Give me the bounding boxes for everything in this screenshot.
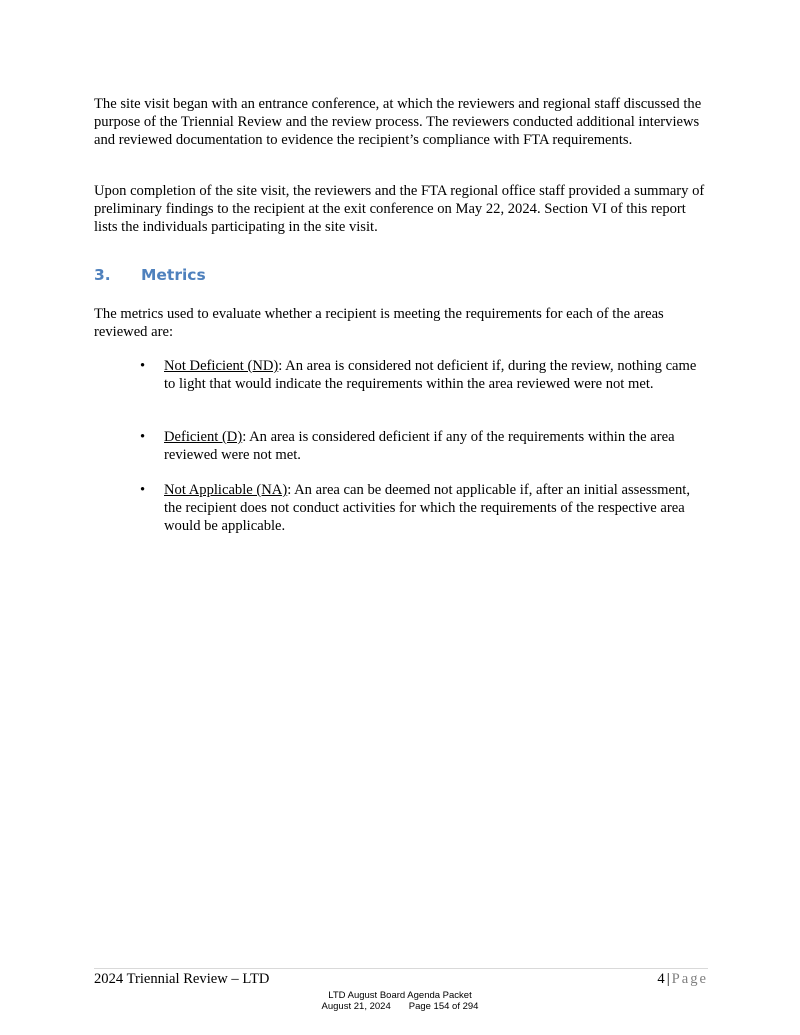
section-title: Metrics <box>141 266 206 284</box>
bullet-icon: • <box>140 429 146 445</box>
section-intro: The metrics used to evaluate whether a recipient is meeting the requirements for each of the areas reviewed are: <box>94 306 664 341</box>
bullet-icon: • <box>140 482 146 498</box>
footer-page-indicator <box>657 971 708 988</box>
metric-definition: : An area is considered deficient if any of the requirements within the area reviewed were not met. <box>164 429 675 464</box>
metric-term: Deficient (D) <box>164 429 243 445</box>
footer-divider <box>94 968 708 969</box>
packet-stamp-date: August 21, 2024 <box>321 1001 391 1012</box>
metric-term: Not Deficient (ND) <box>164 358 279 374</box>
footer-document-title: 2024 Triennial Review – LTD <box>94 971 270 987</box>
metric-definition: : An area is considered not deficient if, during the review, nothing came to light that would indicate the requirements within the area reviewed were not met. <box>164 358 697 393</box>
packet-stamp-title: LTD August Board Agenda Packet <box>328 990 472 1001</box>
packet-stamp-page: Page 154 of 294 <box>408 1001 479 1012</box>
packet-stamp-details <box>0 1001 800 1012</box>
metric-term: Not Applicable (NA) <box>164 482 288 498</box>
bullet-icon: • <box>140 358 146 374</box>
footer-page-number: 4 <box>657 971 665 987</box>
metric-definition: : An area can be deemed not applicable if, after an initial assessment, the recipient does not conduct activities for which the requirements of the respective area would be applicable. <box>164 482 691 535</box>
footer-page-label: Page <box>671 971 708 987</box>
body-paragraph-site-visit: The site visit began with an entrance conference, at which the reviewers and regional staff discussed the purpose of the Triennial Review and the review process. The reviewers conducted additional interviews and reviewed documentation to evidence the recipient’s compliance with FTA requirements. <box>94 96 702 149</box>
section-heading <box>94 266 206 284</box>
footer-separator: | <box>666 971 670 987</box>
section-number: 3. <box>94 266 111 284</box>
body-paragraph-exit-conference: Upon completion of the site visit, the reviewers and the FTA regional office staff provided a summary of preliminary findings to the recipient at the exit conference on May 22, 2024. Section VI of this report lists the individuals participating in the site visit. <box>94 183 705 236</box>
